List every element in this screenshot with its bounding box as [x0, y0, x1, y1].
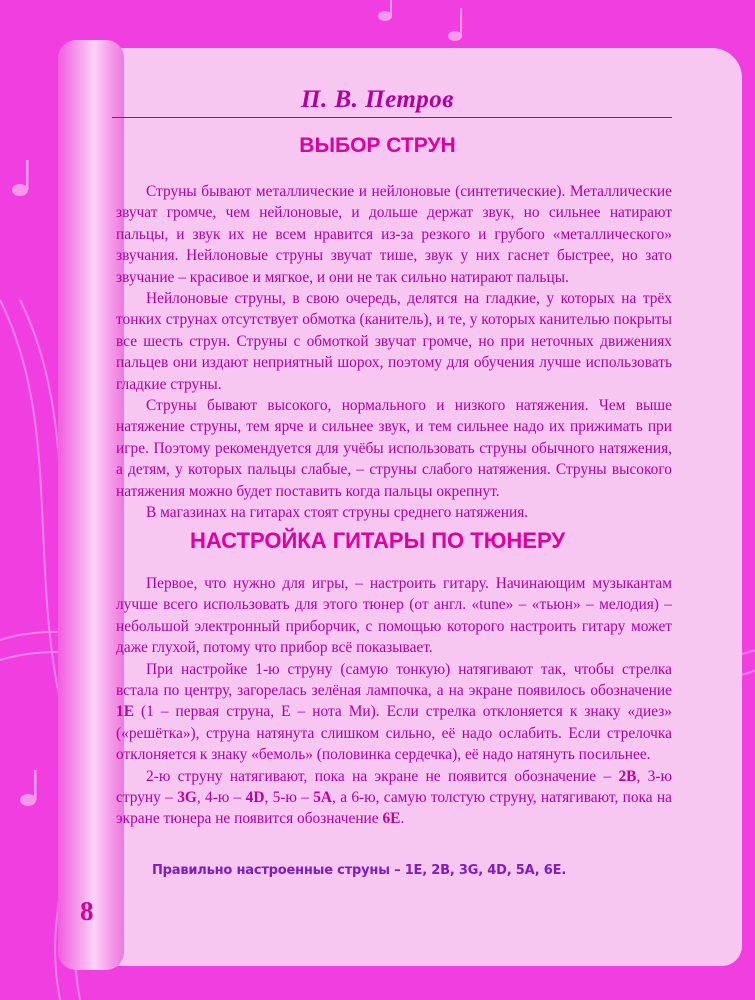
note-label: 2B — [618, 767, 637, 785]
note-label: 6E — [382, 810, 401, 828]
header-rule — [112, 117, 672, 118]
text: 2-ю струну натягивают, пока на экране не появится обозначение – — [146, 767, 612, 785]
paragraph: Первое, что нужно для игры, – настроить гитару. Начинающим музыкантам лучше всего использовать для этого тюнер (от англ. «tune» – «тьюн» – мелодия) – небольшой электронный приборчик, с помощью которого настроить гитару может даже глухой, потому что прибор всё показывает. — [116, 575, 672, 657]
note-label: 1E — [116, 703, 134, 721]
text: , 3-ю струну – — [116, 767, 672, 807]
text: (1 – первая струна, Е – нота Ми). Если стрелка отклоняется к знаку «диез» («решётка»), струна натянута слишком сильно, её надо ослабить. Если стрелочка отклоняется к знаку «бемоль» (половинка сердечка), её надо натянуть посильнее. — [116, 703, 672, 764]
author-name: П. В. Петров — [301, 86, 454, 113]
text: , 4-ю – — [196, 789, 242, 807]
note-label: 5A — [313, 789, 333, 807]
text: При настройке 1-ю струну (самую тонкую) натягивают так, чтобы стрелка встала по центру, загорелась зелёная лампочка, а на экране появилось обозначение — [116, 660, 672, 700]
text: . — [400, 810, 405, 828]
text: , 5-ю – — [264, 789, 309, 807]
section-title-tuning: НАСТРОЙКА ГИТАРЫ ПО ТЮНЕРУ — [189, 528, 566, 553]
section-tuning-body — [116, 573, 672, 830]
note-label: 4D — [245, 789, 265, 807]
section-strings-body — [116, 181, 672, 524]
scroll-roll-decoration — [58, 40, 124, 970]
text: , а 6-ю, самую толстую струну, натягивают, пока на экране тюнера не появится обозначение — [116, 789, 672, 828]
paragraph — [116, 659, 672, 766]
paragraph: Струны бывают высокого, нормального и низкого натяжения. Чем выше натяжение струны, тем ярче и сильнее звук, и тем сильнее надо их прижимать при игре. Поэтому рекомендуется для учёбы использовать струны обычного натяжения, а детям, у которых пальцы слабые, – струны слабого натяжения. Струны высокого натяжения можно будет поставить когда пальцы окрепнут. — [116, 397, 672, 500]
summary-line: Правильно настроенные струны – 1E, 2B, 3G, 4D, 5A, 6E. — [152, 863, 567, 878]
paragraph: Нейлоновые струны, в свою очередь, делятся на гладкие, у которых на трёх тонких струнах отсутствует обмотка (канитель), и те, у которых канителью покрыты все шесть струн. Струны с обмоткой звучат громче, но при неточных движениях пальцев они издают неприятный шорох, поэтому для обучения лучше использовать гладкие струны. — [116, 290, 672, 393]
section-title-strings: ВЫБОР СТРУН — [299, 134, 456, 157]
paragraph — [116, 766, 672, 830]
page-number: 8 — [80, 896, 94, 926]
paragraph: В магазинах на гитарах стоят струны среднего натяжения. — [146, 504, 529, 522]
paragraph: Струны бывают металлические и нейлоновые (синтетические). Металлические звучат громче, чем нейлоновые, и дольше держат звук, но сильнее натирают пальцы, и звук их не всем нравится из-за резкого и грубого «металлического» звучания. Нейлоновые струны звучат тише, звук у них гаснет быстрее, но зато звучание – красивое и мягкое, и они не так сильно натирают пальцы. — [116, 183, 672, 286]
note-label: 3G — [177, 789, 197, 807]
